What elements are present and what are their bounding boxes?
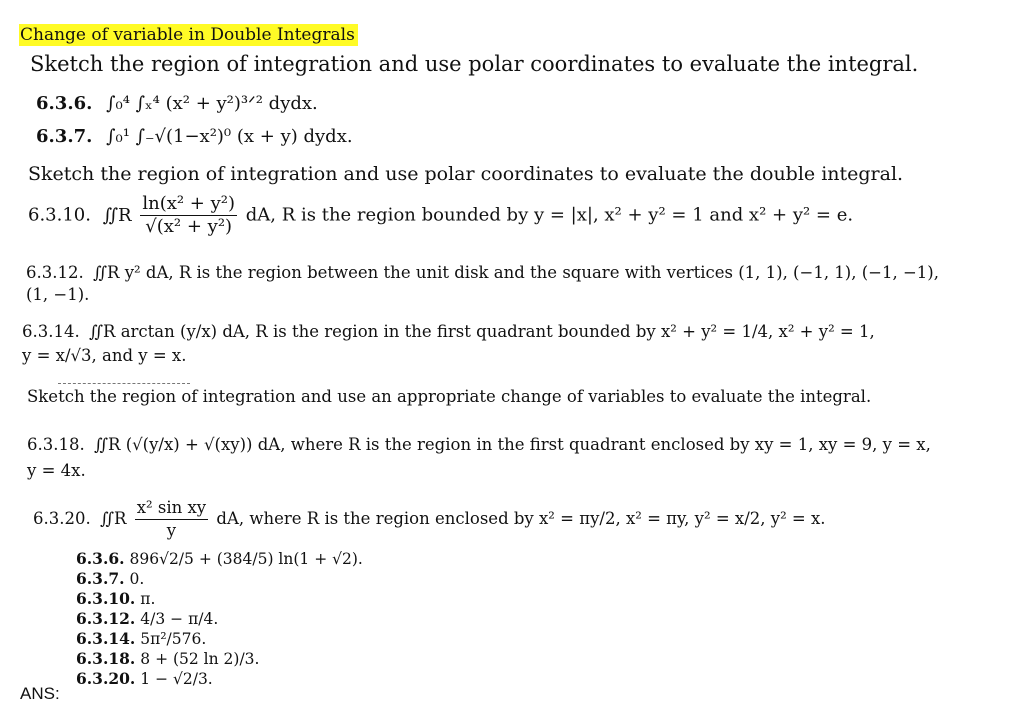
answer-label: 6.3.10. <box>76 589 136 608</box>
denominator: √(x² + y²) <box>145 216 233 237</box>
answer-row <box>76 629 363 649</box>
problem-6-3-20 <box>33 497 826 542</box>
answer-row <box>76 589 363 609</box>
answer-value: 5π²/576. <box>140 630 207 648</box>
problem-text: ∫₀¹ ∫₋√(1−x²)⁰ (x + y) dydx. <box>106 126 353 147</box>
problem-text-continued: y = x/√3, and y = x. <box>22 346 187 365</box>
problem-text: dA, R is the region bounded by y = |x|, x² + y² = 1 and x² + y² = e. <box>245 204 854 226</box>
answer-label: 6.3.6. <box>76 549 125 568</box>
section-heading-change-of-variables: Sketch the region of integration and use an appropriate change of variables to evaluate the integral. <box>27 387 872 406</box>
answer-label: 6.3.7. <box>76 569 125 588</box>
problem-6-3-14 <box>22 320 875 368</box>
answer-label: 6.3.12. <box>76 609 136 628</box>
denominator: y <box>166 521 177 540</box>
problem-label: 6.3.12. <box>26 263 84 282</box>
answer-row <box>76 649 363 669</box>
answer-value: 4/3 − π/4. <box>140 610 219 628</box>
answer-value: 1 − √2/3. <box>140 670 213 688</box>
problem-label: 6.3.10. <box>28 204 91 226</box>
problem-label: 6.3.6. <box>36 93 93 114</box>
answer-label: 6.3.14. <box>76 629 136 648</box>
problem-label: 6.3.20. <box>33 509 91 528</box>
answers-heading: ANS: <box>20 684 60 703</box>
problem-label: 6.3.7. <box>36 126 93 147</box>
problem-text: ∬R (√(y/x) + √(xy)) dA, where R is the region in the first quadrant enclosed by xy = 1, xy = 9, y = x, <box>93 435 931 454</box>
page-title: Change of variable in Double Integrals <box>19 24 358 46</box>
answers-list <box>76 549 363 689</box>
problem-6-3-12 <box>26 262 939 306</box>
answer-value: 8 + (52 ln 2)/3. <box>140 650 260 668</box>
problem-text: ∫₀⁴ ∫ₓ⁴ (x² + y²)³ᐟ² dydx. <box>106 93 318 114</box>
integral-symbol: ∬R <box>99 509 127 528</box>
problem-label: 6.3.18. <box>27 435 85 454</box>
answer-value: 896√2/5 + (384/5) ln(1 + √2). <box>129 550 363 568</box>
numerator: x² sin xy <box>135 497 208 520</box>
problem-label: 6.3.14. <box>22 322 80 341</box>
section-heading-polar-integral: Sketch the region of integration and use polar coordinates to evaluate the integral. <box>30 52 919 76</box>
problem-6-3-6 <box>36 93 318 114</box>
answer-value: π. <box>140 590 156 608</box>
problem-text-continued: y = 4x. <box>27 461 86 480</box>
problem-text: dA, where R is the region enclosed by x² = πy/2, x² = πy, y² = x/2, y² = x. <box>216 509 826 528</box>
divider <box>58 383 190 384</box>
fraction <box>140 193 237 238</box>
section-heading-polar-double-integral: Sketch the region of integration and use polar coordinates to evaluate the double integral. <box>28 163 904 185</box>
problem-text: ∬R arctan (y/x) dA, R is the region in the first quadrant bounded by x² + y² = 1/4, x² + y² = 1, <box>88 322 875 341</box>
answer-row <box>76 549 363 569</box>
problem-text-continued: (1, −1). <box>26 285 90 304</box>
problem-6-3-18 <box>27 432 931 484</box>
answer-row <box>76 609 363 629</box>
fraction <box>135 497 208 542</box>
integral-symbol: ∬R <box>102 204 132 226</box>
problem-6-3-7 <box>36 126 353 147</box>
answer-label: 6.3.18. <box>76 649 136 668</box>
answer-row <box>76 569 363 589</box>
problem-6-3-10 <box>28 193 853 238</box>
problem-text: ∬R y² dA, R is the region between the unit disk and the square with vertices (1, 1), (−1, 1), (−1, −1), <box>92 263 939 282</box>
answer-value: 0. <box>129 570 145 588</box>
answer-row <box>76 669 363 689</box>
answer-label: 6.3.20. <box>76 669 136 688</box>
numerator: ln(x² + y²) <box>142 193 236 214</box>
